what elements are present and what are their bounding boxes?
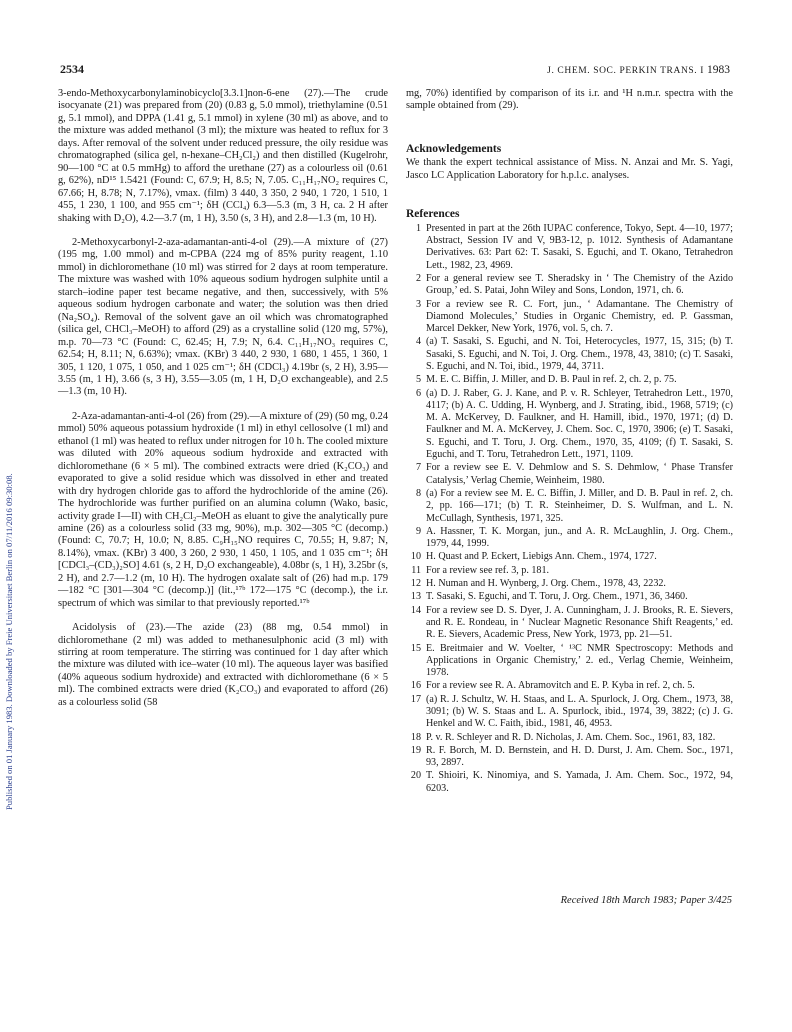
reference-number: 20 — [410, 770, 421, 782]
reference-number: 8 — [415, 487, 421, 499]
reference-number: 5 — [415, 374, 421, 386]
download-note: Published on 01 January 1983. Downloaded by Freie Universitaet Berlin on 07/11/2016 09:30:08. — [4, 473, 14, 810]
reference-number: 12 — [410, 578, 421, 590]
references-heading: References — [406, 208, 460, 221]
reference-item — [406, 488, 733, 525]
experimental-paragraph-acidolysis: Acidolysis of (23).—The azide (23) (88 mg, 0.54 mmol) in dichloromethane (2 ml) was added to methanesulphonic acid (3 ml) with stirring at room temperature. The stirring was continued for 1 day after which the mixture was diluted with ice–water (10 ml). The aqueous layer was basified (40% aqueous sodium hydroxide) and extracted with dichloromethane (6 × 5 ml). The combined extracts were dried (K₂CO₃) and evaporated to afford (26) as a colourless solid (58 — [58, 622, 388, 708]
reference-item — [406, 223, 733, 272]
reference-text: H. Quast and P. Eckert, Liebigs Ann. Chem., 1974, 1727. — [426, 551, 657, 563]
reference-item — [406, 388, 733, 462]
reference-item — [406, 374, 733, 386]
reference-item — [406, 551, 733, 563]
reference-number: 2 — [415, 272, 421, 284]
reference-text: P. v. R. Schleyer and R. D. Nicholas, J. Am. Chem. Soc., 1961, 83, 182. — [426, 731, 716, 743]
reference-text: H. Numan and H. Wynberg, J. Org. Chem., 1978, 43, 2232. — [426, 578, 666, 590]
reference-text: For a general review see T. Sheradsky in ‘ The Chemistry of the Azido Group,’ ed. S. Patai, John Wiley and Sons, London, 1971, ch. 6. — [426, 272, 733, 297]
reference-item — [406, 745, 733, 770]
reference-text: T. Shioiri, K. Ninomiya, and S. Yamada, J. Am. Chem. Soc., 1972, 94, 6203. — [426, 770, 733, 794]
reference-number: 18 — [410, 731, 421, 743]
right-column — [406, 88, 733, 796]
experimental-paragraph-urethane: 3-endo-Methoxycarbonylaminobicyclo[3.3.1]non-6-ene (27).—The crude isocyanate (21) was prepared from (20) (0.83 g, 5.0 mmol), triethylamine (0.51 g, 5.1 mmol), and DPPA (1.41 g, 5.1 mmol) in xylene (30 ml) as above, and to the mixture was added methanol (3 ml); the mixture was heated to reflux for 3 days. After removal of the solvent under reduced pressure, the oily residue was chromatographed (silica gel, n-hexane–CH₂Cl₂) and then distilled (Kugelrohr, 90—100 °C at 0.5 mmHg) to afford the urethane (27) as a colourless oil (0.61 g, 62%), nD¹⁵ 1.5421 (Found: C, 67.9; H, 8.5; N, 7.05. C₁₁H₁₇NO₂ requires C, 67.66; H, 8.78; N, 7.17%), νmax. (film) 3 440, 3 350, 2 940, 1 720, 1 510, 1 455, 1 230, 1 100, and 955 cm⁻¹; δH (CCl₄) 6.3—5.3 (m, 3 H, ca. 2 H after shaking with D₂O), 4.2—3.7 (m, 1 H), 3.50 (s, 3 H), and 2.8—1.3 (m, 10 H). — [58, 88, 388, 224]
reference-number: 11 — [411, 564, 421, 576]
reference-number: 6 — [415, 387, 421, 399]
reference-item — [406, 591, 733, 603]
experimental-paragraph-azaadamantanol-carbamate: 2-Methoxycarbonyl-2-aza-adamantan-anti-4-ol (29).—A mixture of (27) (195 mg, 1.00 mmol) and m-CPBA (224 mg of 85% purity reagent, 1.10 mmol) in dichloromethane (10 ml) was stirred for 2 days at room temperature. The mixture was washed with 10% aqueous sodium hydrogen sulphite until a starch–iodine paper test became negative, and then, successively, with 5% aqueous sodium hydrogen carbonate and water; the solution was then dried (Na₂SO₄). Removal of the solvent gave an oil which was chromatographed (silica gel, CHCl₃–MeOH) to afford (29) as a crystalline solid (120 mg, 57%), m.p. 70—73 °C (Found: C, 62.45; H, 7.9; N, 6.4. C₁₁H₁₇NO₃ requires C, 62.54; H, 8.11; N, 6.63%); νmax. (KBr) 3 440, 2 930, 1 680, 1 455, 1 360, 1 305, 1 120, 1 075, 1 050, and 1 025 cm⁻¹; δH (CDCl₃) 4.19br (s, 2 H), 3.95—3.55 (m, 1 H), 3.66 (s, 3 H), 3.55—3.05 (m, 1 H, D₂O exchangeable), and 2.5—1.3 (m, 10 H). — [58, 236, 388, 398]
experimental-paragraph-azaadamantanol: 2-Aza-adamantan-anti-4-ol (26) from (29).—A mixture of (29) (50 mg, 0.24 mmol) 50% aqueous potassium hydroxide (1 ml) in ethyl cellosolve (1 ml) and ethanol (1 ml) was heated to reflux under nitrogen for 10 h. The cooled mixture was diluted with 20% aqueous sodium hydroxide and extracted with dichloromethane (6 × 5 ml). The combined extracts were dried (K₂CO₃) and evaporated to give a solid residue which was dissolved in ether and treated with dry hydrogen chloride gas to afford the hydrochloride of the amine (26). The hydrochloride was further purified on an alumina column (Wako, basic, activity grade I—II) with CH₂Cl₂–MeOH as eluant to give the analytically pure amine (26) as a colourless solid (33 mg, 90%), m.p. 302—305 °C (decomp.) (Found: C, 70.7; H, 10.0; N, 8.85. C₉H₁₅NO requires C, 70.55; H, 9.87; N, 8.14%), νmax. (KBr) 3 400, 3 260, 2 930, 1 450, 1 105, and 1 035 cm⁻¹; δH [CDCl₃–(CD₃)₂SO] 4.61 (s, 2 H, D₂O exchangeable), 4.08br (s, 1 H), 3.25br (s, 2 H), and 2.7—1.2 (m, 10 H). The hydrogen oxalate salt of (26) had m.p. 179—182 °C [301—304 °C (decomp.)] (lit.,¹⁷ᵇ 172—175 °C (decomp.), the i.r. spectrum of which was similar to that previously reported.¹⁷ᵇ — [58, 410, 388, 609]
reference-text: Presented in part at the 26th IUPAC conference, Tokyo, Sept. 4—10, 1977; Abstract, Session IV and V, 9B3-12, p. 1012. Synthesis of Adamantane Derivatives. 63: Part 62: T. Sasaki, S. Eguchi, and T. Okano, Tetrahedron Lett., 1982, 23, 4969. — [426, 222, 733, 271]
reference-text: A. Hassner, T. K. Morgan, jun., and A. R. McLaughlin, J. Org. Chem., 1979, 44, 1999. — [426, 525, 733, 550]
reference-text: For a review see E. V. Dehmlow and S. S. Dehmlow, ‘ Phase Transfer Catalysis,’ Verlag Chemie, Weinheim, 1980. — [426, 462, 733, 486]
journal-title: J. CHEM. SOC. PERKIN TRANS. I — [547, 66, 705, 76]
reference-text: (a) R. J. Schultz, W. H. Staas, and L. A. Spurlock, J. Org. Chem., 1973, 38, 3091; (b) W. S. Staas and L. A. Spurlock, ibid., 1974, 39, 3822; (c) J. G. Henkel and W. C. Faith, ibid., 1981, 46, 4953. — [426, 693, 733, 730]
reference-item — [406, 694, 733, 731]
acknowledgements-text: We thank the expert technical assistance of Miss. N. Anzai and Mr. S. Yagi, Jasco LC Application Laboratory for h.p.l.c. analyses. — [406, 157, 733, 181]
reference-number: 10 — [410, 551, 421, 563]
reference-item — [406, 462, 733, 487]
reference-text: For a review see R. A. Abramovitch and E. P. Kyba in ref. 2, ch. 5. — [426, 680, 695, 692]
reference-number: 14 — [410, 604, 421, 616]
continued-paragraph: mg, 70%) identified by comparison of its i.r. and ¹H n.m.r. spectra with the sample obtained from (29). — [406, 88, 733, 112]
reference-number: 7 — [415, 462, 421, 474]
reference-item — [406, 336, 733, 373]
reference-text: (a) T. Sasaki, S. Eguchi, and N. Toi, Heterocycles, 1977, 15, 315; (b) T. Sasaki, S. Eguchi, and N. Toi, J. Org. Chem., 1978, 43, 3810; (c) T. Sasaki, S. Eguchi, and N. Toi, ibid., 1979, 44, 3711. — [426, 336, 733, 372]
reference-item — [406, 273, 733, 298]
reference-list — [406, 223, 733, 795]
page-number: 2534 — [60, 62, 84, 76]
reference-item — [406, 643, 733, 680]
reference-item — [406, 565, 733, 577]
journal-year: 1983 — [707, 64, 730, 76]
reference-item — [406, 605, 733, 642]
received-date: Received 18th March 1983; Paper 3/425 — [560, 895, 732, 906]
reference-number: 1 — [415, 222, 421, 234]
reference-number: 16 — [410, 680, 421, 692]
reference-item — [406, 578, 733, 590]
reference-item — [406, 770, 733, 795]
reference-number: 4 — [415, 336, 421, 348]
reference-text: E. Breitmaier and W. Voelter, ‘ ¹³C NMR Spectroscopy: Methods and Applications in Organic Chemistry,’ 2. ed., Verlag Chemie, Weinheim, 1978. — [426, 642, 733, 679]
reference-number: 9 — [415, 525, 421, 537]
reference-number: 3 — [415, 298, 421, 310]
reference-item — [406, 732, 733, 744]
running-head — [547, 64, 730, 76]
reference-item — [406, 680, 733, 692]
reference-number: 13 — [410, 591, 421, 603]
reference-number: 17 — [410, 693, 421, 705]
download-watermark — [4, 250, 18, 810]
reference-text: For a review see R. C. Fort, jun., ‘ Adamantane. The Chemistry of Diamond Molecules,’ Studies in Organic Chemistry, ed. P. Gassman, Marcel Dekker, New York, 1976, vol. 5, ch. 7. — [426, 298, 733, 335]
page-header — [60, 62, 730, 80]
reference-text: (a) D. J. Raber, G. J. Kane, and P. v. R. Schleyer, Tetrahedron Lett., 1970, 4117; (b) A. C. Udding, H. Wynberg, and J. Strating, ibid., 1968, 5719; (c) M. A. McKervey, D. Faulkner, and H. Hamill, ibid., 1970, 1971; (d) D. Faulkner and M. A. McKervey, J. Chem. Soc. C, 1970, 3906; (e) T. Sasaki, S. Eguchi, and T. Toru, J. Org. Chem., 1970, 35, 4109; (f) T. Sasaki, S. Eguchi, and T. Toru, Tetrahedron Lett., 1971, 1109. — [426, 387, 733, 461]
left-column — [58, 88, 388, 709]
reference-number: 15 — [410, 642, 421, 654]
reference-number: 19 — [410, 744, 421, 756]
reference-text: For a review see D. S. Dyer, J. A. Cunningham, J. J. Brooks, R. E. Sievers, and R. E. Rondeau, in ‘ Nuclear Magnetic Resonance Shift Reagents,’ ed. R. E. Sievers, Academic Press, New York, 1973, pp. 21—51. — [426, 604, 733, 641]
acknowledgements-heading: Acknowledgements — [406, 142, 502, 155]
reference-text: R. F. Borch, M. D. Bernstein, and H. D. Durst, J. Am. Chem. Soc., 1971, 93, 2897. — [426, 744, 733, 769]
reference-item — [406, 526, 733, 551]
reference-text: (a) For a review see M. E. C. Biffin, J. Miller, and D. B. Paul in ref. 2, ch. 2, pp. 166—171; (b) T. R. Steinheimer, D. S. Wulfman, and L. N. McCullagh, Synthesis, 1971, 325. — [426, 487, 733, 524]
reference-text: T. Sasaki, S. Eguchi, and T. Toru, J. Org. Chem., 1971, 36, 3460. — [426, 591, 688, 603]
reference-text: For a review see ref. 3, p. 181. — [426, 564, 550, 576]
reference-item — [406, 299, 733, 336]
reference-text: M. E. C. Biffin, J. Miller, and D. B. Paul in ref. 2, ch. 2, p. 75. — [426, 374, 677, 386]
